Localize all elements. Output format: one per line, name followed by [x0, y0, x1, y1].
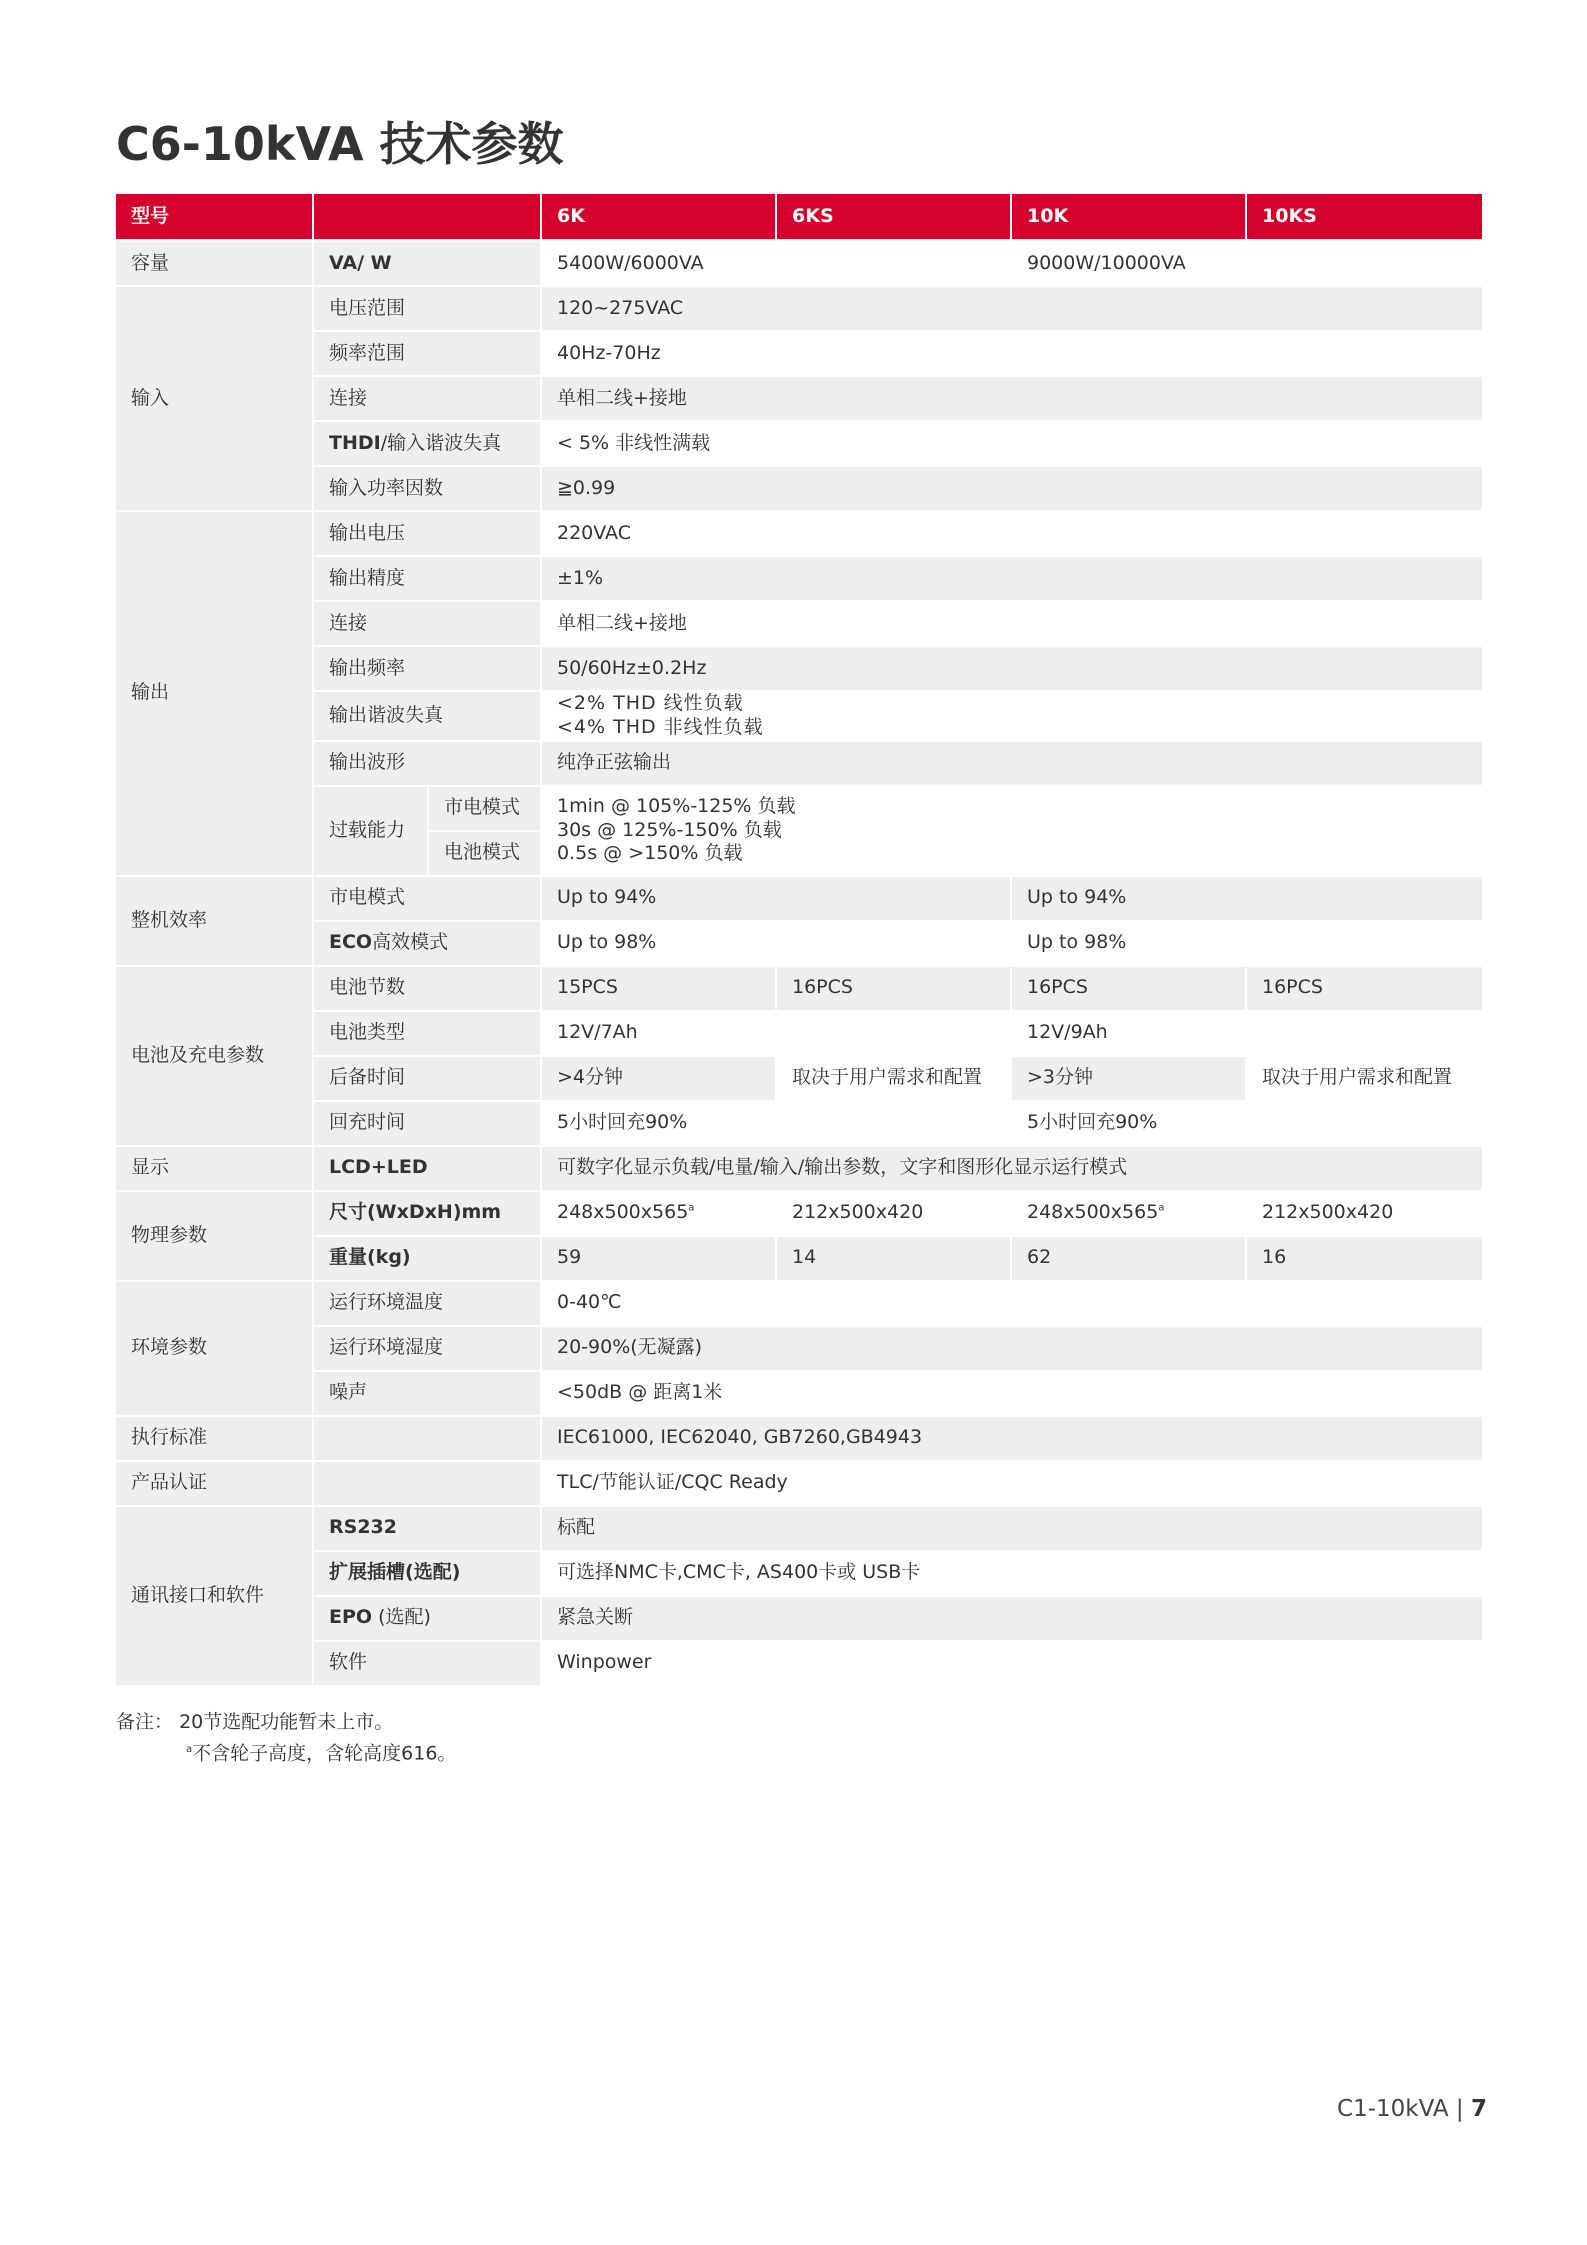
table-row: [116, 377, 1484, 422]
param-label: 连接: [314, 377, 542, 422]
param-label: 运行环境湿度: [314, 1327, 542, 1372]
param-label: RS232: [314, 1507, 542, 1552]
param-label: 扩展插槽(选配): [314, 1552, 542, 1597]
param-label: 市电模式: [314, 877, 542, 922]
table-row: [116, 922, 1484, 967]
table-row: [116, 1327, 1484, 1372]
value-cell: 单相二线+接地: [542, 377, 1484, 422]
param-label: [314, 1462, 542, 1507]
header-model-6ks: 6KS: [777, 194, 1012, 242]
value-cell: 纯净正弦输出: [542, 742, 1484, 787]
value-cell: 212x500x420: [777, 1192, 1012, 1237]
table-row: [116, 692, 1484, 742]
table-row: [116, 1642, 1484, 1687]
table-row: [116, 1462, 1484, 1507]
param-label: 运行环境温度: [314, 1282, 542, 1327]
table-row: [116, 557, 1484, 602]
value-cell: 16PCS: [1247, 967, 1484, 1012]
param-label: 输入功率因数: [314, 467, 542, 512]
category-comms: 通讯接口和软件: [116, 1507, 314, 1687]
table-row: [116, 1012, 1484, 1057]
category-physical: 物理参数: [116, 1192, 314, 1282]
header-model-10ks: 10KS: [1247, 194, 1484, 242]
header-model-6k: 6K: [542, 194, 777, 242]
param-label: THDI/输入谐波失真: [314, 422, 542, 467]
header-model-label: 型号: [116, 194, 314, 242]
value-cell-ks-note: 取决于用户需求和配置: [777, 1012, 1012, 1147]
value-cell: TLC/节能认证/CQC Ready: [542, 1462, 1484, 1507]
value-cell: 5小时回充90%: [542, 1102, 777, 1147]
param-label: 过载能力: [314, 787, 429, 877]
footnotes: [116, 1708, 456, 1767]
value-cell: 62: [1012, 1237, 1247, 1282]
param-label: 输出谐波失真: [314, 692, 542, 742]
table-row: [116, 467, 1484, 512]
param-label: 回充时间: [314, 1102, 542, 1147]
param-sublabel: 电池模式: [429, 832, 542, 877]
param-label: 后备时间: [314, 1057, 542, 1102]
header-param-cell: [314, 194, 542, 242]
table-row: [116, 422, 1484, 467]
param-label: EPO (选配): [314, 1597, 542, 1642]
page-footer: [1337, 2096, 1487, 2122]
table-row: [116, 1507, 1484, 1552]
value-cell: 12V/7Ah: [542, 1012, 777, 1057]
category-capacity: 容量: [116, 242, 314, 287]
category-certification: 产品认证: [116, 1462, 314, 1507]
param-label: 软件: [314, 1642, 542, 1687]
param-label: 输出精度: [314, 557, 542, 602]
value-cell: 20-90%(无凝露): [542, 1327, 1484, 1372]
param-label: 噪声: [314, 1372, 542, 1417]
value-cell: 可数字化显示负载/电量/输入/输出参数，文字和图形化显示运行模式: [542, 1147, 1484, 1192]
value-cell: 120~275VAC: [542, 287, 1484, 332]
value-cell: 40Hz-70Hz: [542, 332, 1484, 377]
table-row: [116, 1597, 1484, 1642]
value-cell: 紧急关断: [542, 1597, 1484, 1642]
param-label: VA/ W: [314, 242, 542, 287]
category-input: 输入: [116, 287, 314, 512]
value-cell: 50/60Hz±0.2Hz: [542, 647, 1484, 692]
param-sublabel: 市电模式: [429, 787, 542, 832]
category-output: 输出: [116, 512, 314, 877]
param-label: [314, 1417, 542, 1462]
table-header-row: [116, 194, 1484, 242]
table-row: [116, 512, 1484, 557]
param-label: 频率范围: [314, 332, 542, 377]
param-label: 连接: [314, 602, 542, 647]
param-label: 电压范围: [314, 287, 542, 332]
value-cell: ±1%: [542, 557, 1484, 602]
value-cell: <50dB @ 距离1米: [542, 1372, 1484, 1417]
value-cell: IEC61000, IEC62040, GB7260,GB4943: [542, 1417, 1484, 1462]
value-cell-ks-note: 取决于用户需求和配置: [1247, 1012, 1484, 1147]
table-row: [116, 1372, 1484, 1417]
value-cell: Up to 94%: [542, 877, 1012, 922]
table-row: [116, 742, 1484, 787]
value-cell: 5400W/6000VA: [542, 242, 1012, 287]
table-row: [116, 877, 1484, 922]
param-label: 重量(kg): [314, 1237, 542, 1282]
spec-table: [116, 194, 1484, 1687]
value-cell: ≧0.99: [542, 467, 1484, 512]
param-label: 尺寸(WxDxH)mm: [314, 1192, 542, 1237]
footer-model: C1-10kVA |: [1337, 2096, 1464, 2122]
value-cell: 16PCS: [777, 967, 1012, 1012]
param-label: LCD+LED: [314, 1147, 542, 1192]
param-label: 输出频率: [314, 647, 542, 692]
param-label: 电池节数: [314, 967, 542, 1012]
value-cell: 16PCS: [1012, 967, 1247, 1012]
table-row: [116, 287, 1484, 332]
value-cell: 220VAC: [542, 512, 1484, 557]
value-cell: 0-40℃: [542, 1282, 1484, 1327]
table-row: [116, 787, 1484, 832]
param-label: 输出电压: [314, 512, 542, 557]
value-cell: 14: [777, 1237, 1012, 1282]
table-row: [116, 1237, 1484, 1282]
value-cell: 248x500x565$^a$: [1012, 1192, 1247, 1237]
value-cell: 9000W/10000VA: [1012, 242, 1484, 287]
page-title: C6-10kVA 技术参数: [116, 117, 564, 171]
category-standard: 执行标准: [116, 1417, 314, 1462]
value-cell: Up to 98%: [542, 922, 1012, 967]
value-cell: 16: [1247, 1237, 1484, 1282]
table-row: [116, 602, 1484, 647]
param-label: ECO高效模式: [314, 922, 542, 967]
value-cell: 15PCS: [542, 967, 777, 1012]
value-cell: 59: [542, 1237, 777, 1282]
param-label: 输出波形: [314, 742, 542, 787]
value-cell: 单相二线+接地: [542, 602, 1484, 647]
param-label: 电池类型: [314, 1012, 542, 1057]
value-cell: >3分钟: [1012, 1057, 1247, 1102]
category-battery: 电池及充电参数: [116, 967, 314, 1147]
footnote-2: $^a$不含轮子高度，含轮高度616。: [186, 1742, 457, 1765]
table-row: [116, 1282, 1484, 1327]
value-cell: 212x500x420: [1247, 1192, 1484, 1237]
table-row: [116, 1552, 1484, 1597]
value-cell: 12V/9Ah: [1012, 1012, 1247, 1057]
category-display: 显示: [116, 1147, 314, 1192]
table-row: [116, 1192, 1484, 1237]
value-cell: 5小时回充90%: [1012, 1102, 1247, 1147]
value-cell: < 5% 非线性满载: [542, 422, 1484, 467]
category-environment: 环境参数: [116, 1282, 314, 1417]
value-cell: 标配: [542, 1507, 1484, 1552]
value-cell: >4分钟: [542, 1057, 777, 1102]
table-row: [116, 1417, 1484, 1462]
page-number: 7: [1470, 2096, 1487, 2122]
footnote-1: 备注： 20节选配功能暂未上市。: [116, 1711, 394, 1733]
value-cell: 1min @ 105%-125% 负载 30s @ 125%-150% 负载 0.5s @ >150% 负载: [542, 787, 1484, 877]
value-cell: Up to 98%: [1012, 922, 1484, 967]
table-row: [116, 332, 1484, 377]
value-cell: Winpower: [542, 1642, 1484, 1687]
value-cell: <2% THD 线性负载 <4% THD 非线性负载: [542, 692, 1484, 742]
table-row: [116, 1147, 1484, 1192]
table-row: [116, 647, 1484, 692]
table-row: [116, 242, 1484, 287]
value-cell: Up to 94%: [1012, 877, 1484, 922]
header-model-10k: 10K: [1012, 194, 1247, 242]
value-cell: 可选择NMC卡,CMC卡, AS400卡或 USB卡: [542, 1552, 1484, 1597]
table-row: [116, 967, 1484, 1012]
value-cell: 248x500x565$^a$: [542, 1192, 777, 1237]
category-efficiency: 整机效率: [116, 877, 314, 967]
